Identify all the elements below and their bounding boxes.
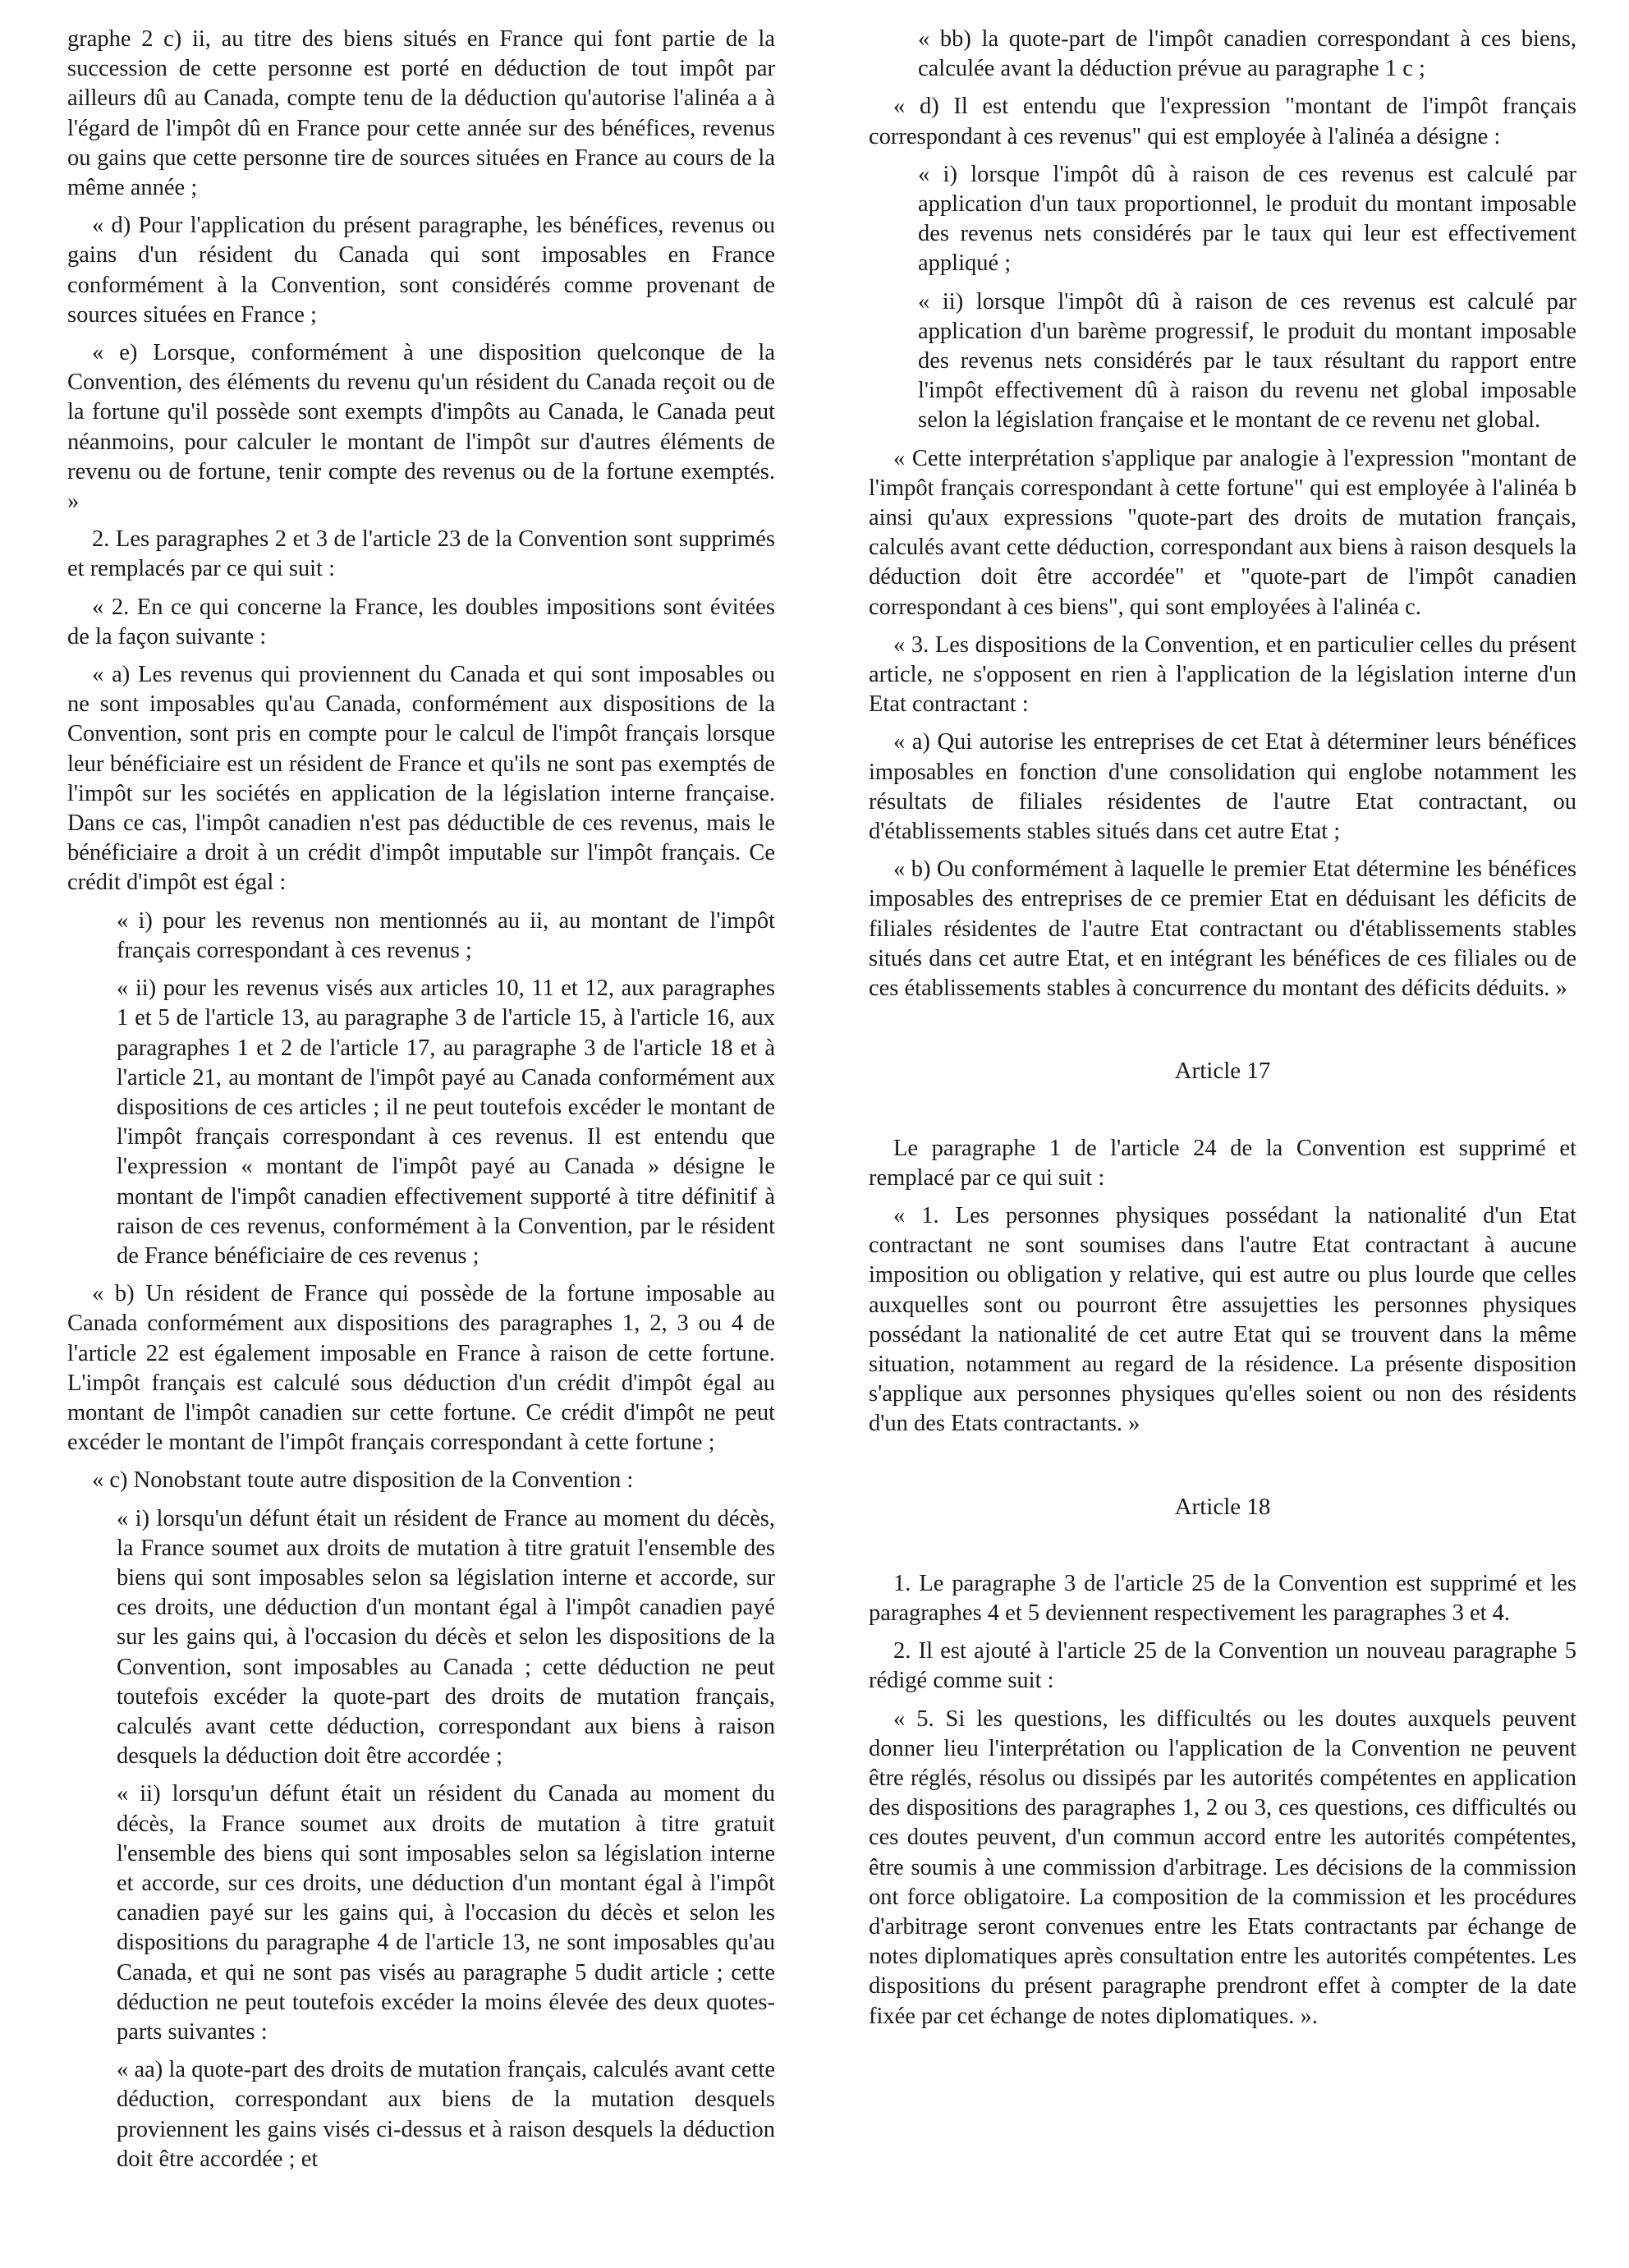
right-column	[869, 25, 1576, 2040]
paragraph: « Cette interprétation s'applique par analogie à l'expression "montant de l'impôt français correspondant à cette fortune" qui est employée à l'alinéa b ainsi qu'aux expressions "quote-part des droits de mutation français, calculés avant cette déduction, correspondant aux biens à raison desquels la déduction doit être accordée" et "quote-part de l'impôt canadien correspondant à ces biens", qui sont employées à l'alinéa c.	[869, 445, 1576, 620]
paragraph: « i) lorsque l'impôt dû à raison de ces revenus est calculé par application d'un taux proportionnel, le produit du montant imposable des revenus nets considérés par le taux qui leur est effectivement appliqué ;	[918, 161, 1576, 277]
paragraph: « 5. Si les questions, les difficultés ou les doutes auxquels peuvent donner lieu l'interprétation ou l'application de la Convention ne peuvent être réglés, résolus ou dissipés par les autorités compétentes en application des dispositions des paragraphes 1, 2 ou 3, ces questions, ces difficultés ou ces doutes peuvent, d'un commun accord entre les autorités compétentes, être soumis à une commission d'arbitrage. Les décisions de la commission ont force obligatoire. La composition de la commission et les procédures d'arbitrage seront convenues entre les Etats contractants par échange de notes diplomatiques après consultation entre les autorités compétentes. Les dispositions du présent paragraphe prendront effet à compter de la date fixée par cet échange de notes diplomatiques. ».	[869, 1706, 1576, 2029]
paragraph: « ii) lorsqu'un défunt était un résident du Canada au moment du décès, la France soumet aux droits de mutation à titre gratuit l'ensemble des biens qui sont imposables selon sa législation interne et accorde, sur ces droits, une déduction d'un montant égal à l'impôt canadien payé sur les gains qui, à l'occasion du décès et selon les dispositions du paragraphe 4 de l'article 13, ne sont imposables qu'au Canada, et qui ne sont pas visés au paragraphe 5 dudit article ; cette déduction ne peut toutefois excéder la moins élevée des deux quotes-parts suivantes :	[117, 1781, 775, 2045]
paragraph: 1. Le paragraphe 3 de l'article 25 de la Convention est supprimé et les paragraphes 4 et 5 deviennent respectivement les paragraphes 3 et 4.	[869, 1570, 1576, 1626]
paragraph: « bb) la quote-part de l'impôt canadien correspondant à ces biens, calculée avant la déduction prévue au paragraphe 1 c ;	[918, 26, 1576, 82]
left-column	[67, 25, 775, 2183]
paragraph: « i) lorsqu'un défunt était un résident de France au moment du décès, la France soumet aux droits de mutation à titre gratuit l'ensemble des biens qui sont imposables selon sa législation interne et accorde, sur ces droits, une déduction d'un montant égal à l'impôt canadien payé sur les gains qui, à l'occasion du décès et selon les dispositions de la Convention, sont imposables au Canada ; cette déduction ne peut toutefois excéder la quote-part des droits de mutation français, calculés avant cette déduction, correspondant aux biens à raison desquels la déduction doit être accordée ;	[117, 1505, 775, 1770]
paragraph: « aa) la quote-part des droits de mutation français, calculés avant cette déduction, correspondant aux biens de la mutation desquels proviennent les gains visés ci-dessus et à raison desquels la déduction doit être accordée ; et	[117, 2057, 775, 2172]
paragraph: « d) Pour l'application du présent paragraphe, les bénéfices, revenus ou gains d'un résident du Canada qui sont imposables en France conformément à la Convention, sont considérés comme provenant de sources situées en France ;	[67, 213, 775, 328]
paragraph: « b) Un résident de France qui possède de la fortune imposable au Canada conformément aux dispositions des paragraphes 1, 2, 3 ou 4 de l'article 22 est également imposable en France à raison de cette fortune. L'impôt français est calculé sous déduction d'un crédit d'impôt égal au montant de l'impôt canadien sur cette fortune. Ce crédit d'impôt ne peut excéder le montant de l'impôt français correspondant à cette fortune ;	[67, 1281, 775, 1456]
paragraph: « 2. En ce qui concerne la France, les doubles impositions sont évitées de la façon suivante :	[67, 594, 775, 650]
paragraph: « 1. Les personnes physiques possédant la nationalité d'un Etat contractant ne sont soumises dans l'autre Etat contractant à aucune imposition ou obligation y relative, qui est autre ou plus lourde que celles auxquelles sont ou pourront être assujetties les personnes physiques possédant la nationalité de cet autre Etat qui se trouvent dans la même situation, notamment au regard de la résidence. La présente disposition s'applique aux personnes physiques qu'elles soient ou non des résidents d'un des Etats contractants. »	[869, 1202, 1576, 1437]
paragraph: Le paragraphe 1 de l'article 24 de la Convention est supprimé et remplacé par ce qui suit :	[869, 1135, 1576, 1191]
paragraph: « b) Ou conformément à laquelle le premier Etat détermine les bénéfices imposables des entreprises de ce premier Etat en déduisant les déficits de filiales résidentes de l'autre Etat contractant ou d'établissements stables situés dans cet autre Etat, et en intégrant les bénéfices de ces filiales ou de ces établissements stables à concurrence du montant des déficits déduits. »	[869, 856, 1576, 1002]
paragraph: « a) Qui autorise les entreprises de cet Etat à déterminer leurs bénéfices imposables en fonction d'une consolidation qui englobe notamment les résultats de filiales résidentes de l'autre Etat contractant, ou d'établissements stables situés dans cet autre Etat ;	[869, 729, 1576, 845]
article-heading: Article 18	[1174, 1493, 1271, 1520]
paragraph: 2. Les paragraphes 2 et 3 de l'article 23 de la Convention sont supprimés et remplacés par ce qui suit :	[67, 526, 775, 582]
paragraph: « 3. Les dispositions de la Convention, et en particulier celles du présent article, ne s'opposent en rien à l'application de la législation interne d'un Etat contractant :	[869, 631, 1576, 718]
paragraph: 2. Il est ajouté à l'article 25 de la Convention un nouveau paragraphe 5 rédigé comme suit :	[869, 1638, 1576, 1694]
paragraph: « c) Nonobstant toute autre disposition de la Convention :	[92, 1467, 634, 1494]
paragraph: « ii) lorsque l'impôt dû à raison de ces revenus est calculé par application d'un barème progressif, le produit du montant imposable des revenus nets considérés par le taux résultant du rapport entre l'impôt effectivement dû à raison du revenu net global imposable selon la législation française et le montant de ce revenu net global.	[918, 288, 1576, 434]
paragraph: « ii) pour les revenus visés aux articles 10, 11 et 12, aux paragraphes 1 et 5 de l'article 13, au paragraphe 3 de l'article 15, à l'article 16, aux paragraphes 1 et 2 de l'article 17, au paragraphe 3 de l'article 18 et à l'article 21, au montant de l'impôt payé au Canada conformément aux dispositions de ces articles ; il ne peut toutefois excéder le montant de l'impôt français correspondant à ces revenus. Il est entendu que l'expression « montant de l'impôt payé au Canada » désigne le montant de l'impôt canadien effectivement supporté à titre définitif à raison de ces revenus, conformément à la Convention, par le résident de France bénéficiaire de ces revenus ;	[117, 976, 775, 1269]
paragraph: graphe 2 c) ii, au titre des biens situés en France qui font partie de la succession de cette personne est porté en déduction de tout impôt par ailleurs dû au Canada, compte tenu de la déduction qu'autorise l'alinéa a à l'égard de l'impôt dû en France pour cette année sur des bénéfices, revenus ou gains que cette personne tire de sources situées en France au cours de la même année ;	[67, 26, 775, 201]
paragraph: « d) Il est entendu que l'expression "montant de l'impôt français correspondant à ces revenus" qui est employée à l'alinéa a désigne :	[869, 94, 1576, 149]
paragraph: « e) Lorsque, conformément à une disposition quelconque de la Convention, des éléments du revenu qu'un résident du Canada reçoit ou de la fortune qu'il possède sont exempts d'impôts au Canada, le Canada peut néanmoins, pour calculer le montant de l'impôt sur d'autres éléments de revenu ou de fortune, tenir compte des revenus ou de la fortune exemptés. »	[67, 340, 775, 515]
article-heading: Article 17	[1174, 1058, 1271, 1085]
paragraph: « a) Les revenus qui proviennent du Canada et qui sont imposables ou ne sont imposables qu'au Canada, conformément aux dispositions de la Convention, sont pris en compte pour le calcul de l'impôt français lorsque leur bénéficiaire est un résident de France et qu'ils ne sont pas exemptés de l'impôt sur les sociétés en application de la législation interne française. Dans ce cas, l'impôt canadien n'est pas déductible de ces revenus, mais le bénéficiaire a droit à un crédit d'impôt imputable sur l'impôt français. Ce crédit d'impôt est égal :	[67, 662, 775, 896]
paragraph: « i) pour les revenus non mentionnés au ii, au montant de l'impôt français correspondant à ces revenus ;	[117, 907, 775, 963]
